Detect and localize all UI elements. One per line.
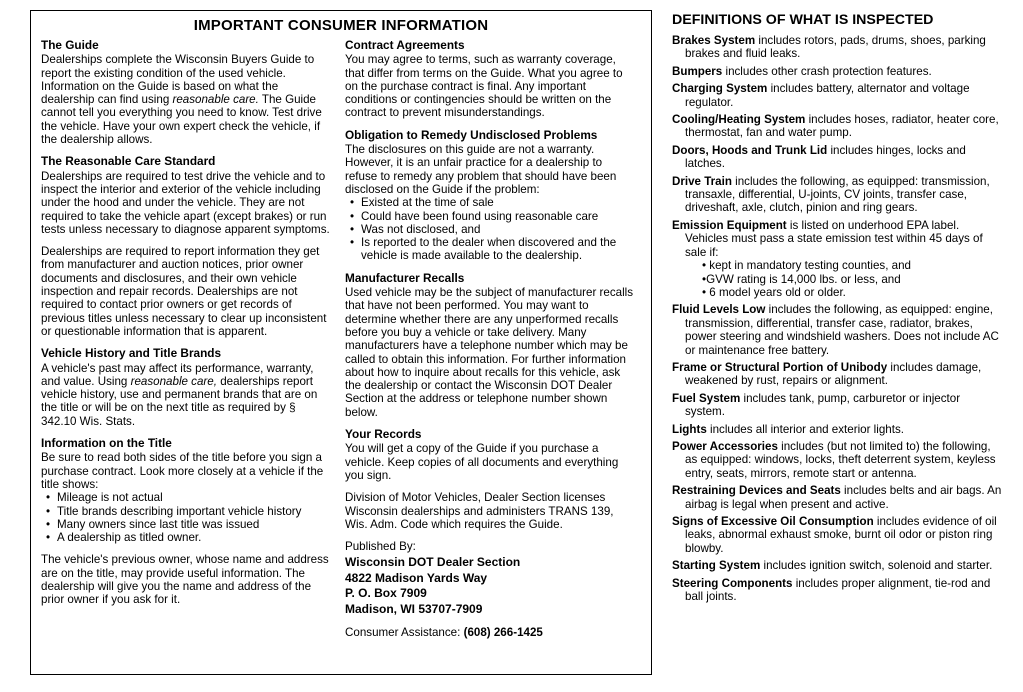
- definition-item: [672, 82, 1002, 109]
- definition-text: includes tank, pump, carburetor or injector system.: [685, 391, 961, 419]
- list-item: • Is reported to the dealer when discovered and the vehicle is made available to the dealership.: [359, 236, 637, 263]
- reasonable-care-p1: Dealerships are required to test drive the vehicle and to inspect the interior and exterior of the vehicle including under the hood and under the vehicle. They are not required to take the vehicle apart (except brakes) or run tests unless necessary to diagnose apparent symptoms.: [41, 169, 330, 236]
- definition-text: includes evidence of oil leaks, abnormal exhaust smoke, burnt oil odor or piston ring blowby.: [685, 515, 997, 555]
- definition-term: Restraining Devices and Seats: [672, 484, 841, 498]
- definition-item: [672, 559, 1002, 572]
- reasonable-care-p2: Dealerships are required to report information they get from manufacturer and auction notices, prior owner documents and disclosures, and their own vehicle inspection and repair records. Dealerships are not required to contact prior owners or get records of previous titles unless necessary to clear up inconsistent or questionable information that is apparent.: [41, 245, 327, 338]
- section-heading-reasonable-care: The Reasonable Care Standard: [41, 154, 216, 169]
- definition-item: [672, 303, 1002, 357]
- vehicle-history-body: [41, 362, 331, 428]
- definition-text: includes ignition switch, solenoid and starter.: [760, 559, 993, 573]
- definition-term: Emission Equipment: [672, 218, 787, 232]
- definition-text: includes proper alignment, tie-rod and ball joints.: [685, 576, 991, 604]
- contract-agreements-body: You may agree to terms, such as warranty coverage, that differ from terms on the Guide. What you agree to on the purchase contract is final. Any important conditions or contingencies should be written on the contract to prevent misunderstandings.: [345, 53, 623, 120]
- section-heading-information-on-title: Information on the Title: [41, 436, 172, 451]
- right-column: [345, 39, 637, 649]
- information-on-title-intro: Be sure to read both sides of the title before you sign a purchase contract. Look more closely at a vehicle if the title shows:: [41, 451, 324, 491]
- list-item: • Mileage is not actual: [55, 491, 331, 504]
- list-item: • Was not disclosed, and: [359, 223, 637, 236]
- dealer-section-city-state-zip: Madison, WI 53707-7909: [345, 601, 483, 616]
- information-on-title-outro: The vehicle's previous owner, whose name and address are on the title, may provide useful information. The dealership will give you the name and address of the prior owner if you ask for it.: [41, 553, 329, 607]
- list-item: • Existed at the time of sale: [359, 196, 637, 209]
- dealer-section-po-box: P. O. Box 7909: [345, 586, 427, 601]
- definition-item: [672, 392, 1002, 419]
- definition-text: includes hoses, radiator, heater core, thermostat, fan and water pump.: [685, 113, 999, 140]
- page-title: IMPORTANT CONSUMER INFORMATION: [193, 17, 489, 34]
- list-item: • Many owners since last title was issued: [55, 518, 331, 531]
- guide-text-a: Dealerships complete the Wisconsin Buyers Guide to report the existing condition of the used vehicle. Information on the Guide is based on what the dealership can find using: [41, 53, 315, 107]
- definition-term: Fluid Levels Low: [672, 303, 766, 317]
- definition-item: [672, 440, 1002, 480]
- section-heading-vehicle-history: Vehicle History and Title Brands: [41, 346, 222, 361]
- section-heading-your-records: Your Records: [345, 427, 422, 442]
- definition-subitem: • kept in mandatory testing counties, and: [702, 259, 912, 273]
- definition-term: Starting System: [672, 559, 761, 573]
- definition-text: is listed on underhood EPA label. Vehicles must pass a state emission test within 45 days of sale if:: [685, 218, 983, 259]
- definition-text: includes belts and air bags. An airbag is legal when present and active.: [685, 484, 1002, 511]
- definition-subitem-text: kept in mandatory testing counties, and: [709, 259, 912, 273]
- definition-item: [672, 65, 1002, 78]
- definition-term: Charging System: [672, 82, 768, 96]
- definition-item: [672, 113, 1002, 140]
- definition-subitem: • 6 model years old or older.: [702, 285, 846, 299]
- definition-text: includes the following, as equipped: engine, transmission, differential, transfer case, radiator, brakes, power steering and windshield washers. Does not include AC or maintenance free battery.: [685, 303, 999, 357]
- definition-item: [672, 515, 1002, 555]
- definition-subitem-text: GVW rating is 14,000 lbs. or less, and: [706, 272, 901, 286]
- definition-term: Brakes System: [672, 34, 756, 47]
- obligation-remedy-list: [345, 196, 637, 262]
- dealer-section-street: 4822 Madison Yards Way: [345, 570, 488, 585]
- definition-item: [672, 361, 1002, 388]
- published-by-label: Published By:: [345, 540, 416, 554]
- definition-text: includes (but not limited to) the following, as equipped: windows, locks, theft deterrent system, keyless entry, seats, mirrors, remote start or antenna.: [685, 439, 996, 480]
- dmv-statement: Division of Motor Vehicles, Dealer Section licenses Wisconsin dealerships and administers TRANS 139, Wis. Adm. Code which requires the Guide.: [345, 491, 614, 531]
- dealer-section-name: Wisconsin DOT Dealer Section: [345, 555, 521, 570]
- consumer-information-box: [30, 10, 652, 675]
- definition-text: includes the following, as equipped: transmission, transaxle, differential, U-joints, CV joints, transfer case, driveshaft, axle, clutch, pinion and ring gears.: [685, 174, 990, 215]
- definition-text: includes damage, weakened by rust, repairs or alignment.: [685, 360, 982, 388]
- definition-term: Lights: [672, 422, 707, 436]
- left-column: [41, 39, 331, 649]
- definition-text: includes hinges, locks and latches.: [685, 143, 966, 171]
- definition-term: Bumpers: [672, 64, 723, 78]
- definition-term: Cooling/Heating System: [672, 113, 806, 127]
- section-body-the-guide: [41, 53, 331, 146]
- definition-text: includes battery, alternator and voltage regulator.: [685, 82, 970, 109]
- title-shows-list: [41, 491, 331, 544]
- definition-item: [672, 484, 1002, 511]
- definition-item: [672, 219, 1002, 299]
- definition-item: [672, 144, 1002, 171]
- definition-subitem: •GVW rating is 14,000 lbs. or less, and: [702, 272, 901, 286]
- definition-term: Doors, Hoods and Trunk Lid: [672, 143, 828, 157]
- section-heading-the-guide: The Guide: [41, 38, 99, 52]
- definition-term: Power Accessories: [672, 439, 778, 453]
- definition-term: Signs of Excessive Oil Consumption: [672, 515, 874, 528]
- consumer-assistance: [345, 626, 637, 639]
- consumer-assistance-phone: (608) 266-1425: [463, 626, 543, 640]
- definition-term: Steering Components: [672, 576, 793, 590]
- your-records-body: You will get a copy of the Guide if you purchase a vehicle. Keep copies of all documents and everything you sign.: [345, 442, 619, 482]
- vehicle-history-text-a: A vehicle's past may affect its performance, warranty, and value. Using: [41, 361, 314, 388]
- definitions-section: [672, 12, 1002, 607]
- consumer-assistance-label: Consumer Assistance:: [345, 626, 464, 640]
- definition-item: [672, 577, 1002, 604]
- section-heading-manufacturer-recalls: Manufacturer Recalls: [345, 270, 465, 285]
- definition-term: Frame or Structural Portion of Unibody: [672, 360, 888, 374]
- definition-term: Drive Train: [672, 174, 732, 188]
- definition-text: includes rotors, pads, drums, shoes, parking brakes and fluid leaks.: [685, 34, 986, 61]
- two-column-body: [41, 39, 641, 649]
- guide-text-b: The Guide cannot tell you everything you need to know. Test drive the vehicle. Have your own expert check the vehicle, if the dealership allows.: [41, 93, 322, 147]
- definition-subitem-text: 6 model years old or older.: [709, 285, 846, 299]
- list-item: • A dealership as titled owner.: [55, 531, 331, 544]
- definition-text: includes all interior and exterior lights.: [706, 422, 904, 436]
- list-item: • Could have been found using reasonable care: [359, 210, 637, 223]
- definition-item: [672, 423, 1002, 436]
- definition-term: Fuel System: [672, 391, 741, 405]
- definition-item: [672, 175, 1002, 215]
- manufacturer-recalls-body: Used vehicle may be the subject of manufacturer recalls that have not been performed. You may want to determine whether there are any unperformed recalls before you buy a vehicle or take delivery. Many manufacturers have a telephone number which may be called to obtain this information. For further information about how to inquire about recalls for this vehicle, ask the dealership or contact the Wisconsin DOT Dealer Section at the address or telephone number shown below.: [345, 286, 634, 419]
- section-heading-obligation-remedy: Obligation to Remedy Undisclosed Problems: [345, 127, 598, 142]
- definition-item: [672, 34, 1002, 61]
- list-item: • Title brands describing important vehicle history: [55, 505, 331, 518]
- guide-text-italic: reasonable care.: [172, 93, 259, 107]
- definitions-heading: DEFINITIONS OF WHAT IS INSPECTED: [672, 12, 934, 28]
- vehicle-history-italic: reasonable care,: [130, 374, 217, 388]
- section-heading-contract-agreements: Contract Agreements: [345, 38, 465, 52]
- vehicle-history-text-b: dealerships report vehicle history, use and permanent brands that are on the title or will be on the next title as required by § 342.10 Wis. Stats.: [41, 374, 318, 428]
- definition-text: includes other crash protection features.: [722, 64, 932, 78]
- obligation-remedy-intro: The disclosures on this guide are not a warranty. However, it is an unfair practice for a dealership to refuse to remedy any problem that should have been disclosed on the Guide if the problem:: [345, 143, 617, 196]
